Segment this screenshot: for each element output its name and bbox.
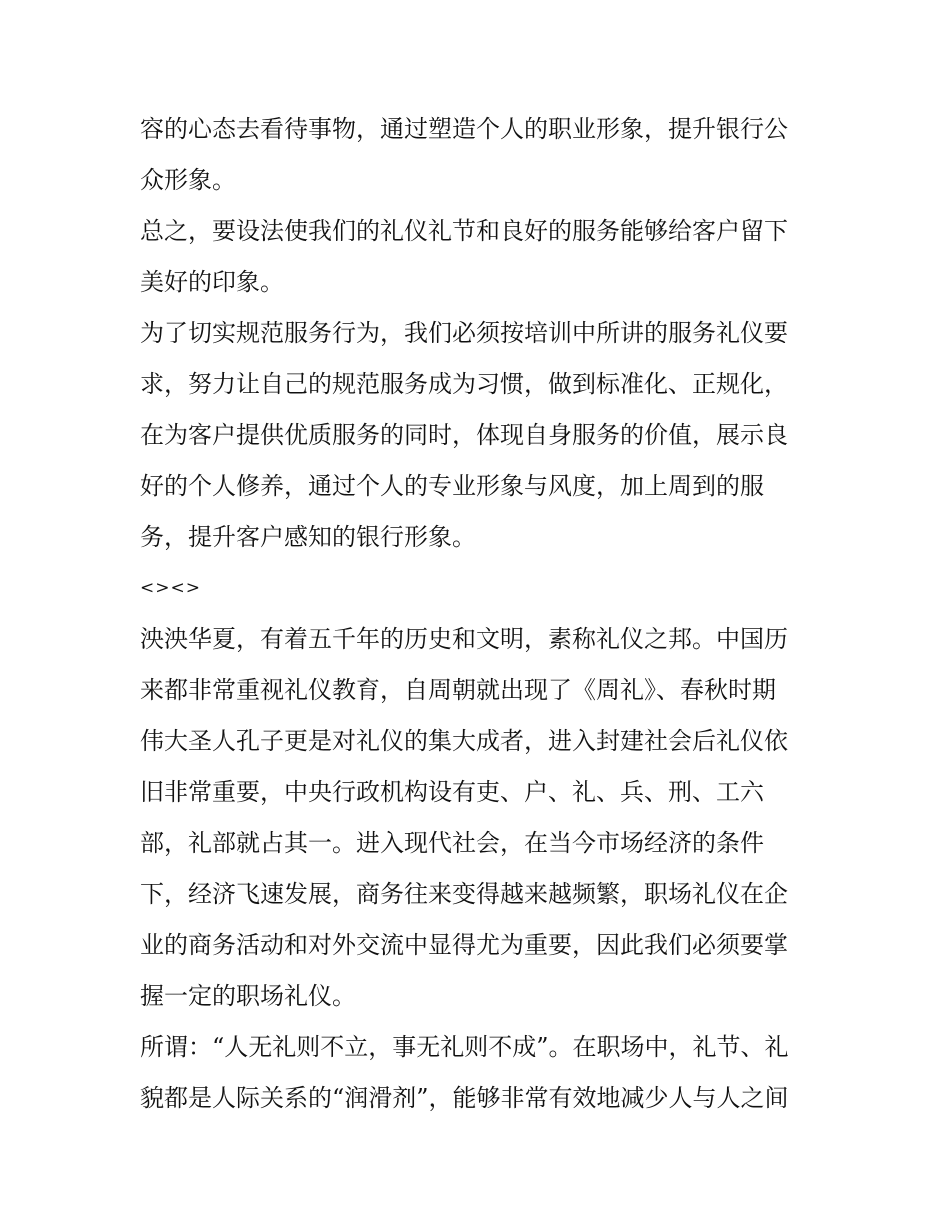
text-line: 求，努力让自己的规范服务成为习惯，做到标准化、正规化， [140,370,788,398]
text-line: 貌都是人际关系的“润滑剂”，能够非常有效地减少人与人之间 [140,1084,789,1112]
document-body [140,104,812,1124]
text-line: 总之，要设法使我们的礼仪礼节和良好的服务能够给客户留下 [140,217,788,245]
paragraph-summary [140,206,812,308]
text-line: 下，经济飞速发展，商务往来变得越来越频繁，职场礼仪在企 [140,880,788,908]
text-line: 众形象。 [140,166,236,194]
section-separator: <><> [140,578,201,598]
text-line: 好的个人修养，通过个人的专业形象与风度，加上周到的服 [140,472,764,500]
paragraph-etiquette-history [140,614,812,1022]
text-line: 所谓：“人无礼则不立，事无礼则不成”。在职场中，礼节、礼 [140,1033,789,1061]
paragraph-workplace-etiquette [140,1022,812,1124]
text-line: 握一定的职场礼仪。 [140,982,356,1010]
text-line: 部，礼部就占其一。进入现代社会，在当今市场经济的条件 [140,829,764,857]
text-line: 容的心态去看待事物，通过塑造个人的职业形象，提升银行公 [140,115,788,143]
text-line: 在为客户提供优质服务的同时，体现自身服务的价值，展示良 [140,421,788,449]
text-line: 务，提升客户感知的银行形象。 [140,523,476,551]
paragraph-image-closing [140,104,812,206]
text-line: 业的商务活动和对外交流中显得尤为重要，因此我们必须要掌 [140,931,788,959]
text-line: 泱泱华夏，有着五千年的历史和文明，素称礼仪之邦。中国历 [140,625,788,653]
text-line: 来都非常重视礼仪教育，自周朝就出现了《周礼》、春秋时期 [140,676,776,704]
text-line: 伟大圣人孔子更是对礼仪的集大成者，进入封建社会后礼仪依 [140,727,788,755]
text-line: 美好的印象。 [140,268,284,296]
text-line: 旧非常重要，中央行政机构设有吏、户、礼、兵、刑、工六 [140,778,764,806]
paragraph-service-norms [140,308,812,563]
text-line: 为了切实规范服务行为，我们必须按培训中所讲的服务礼仪要 [140,319,788,347]
